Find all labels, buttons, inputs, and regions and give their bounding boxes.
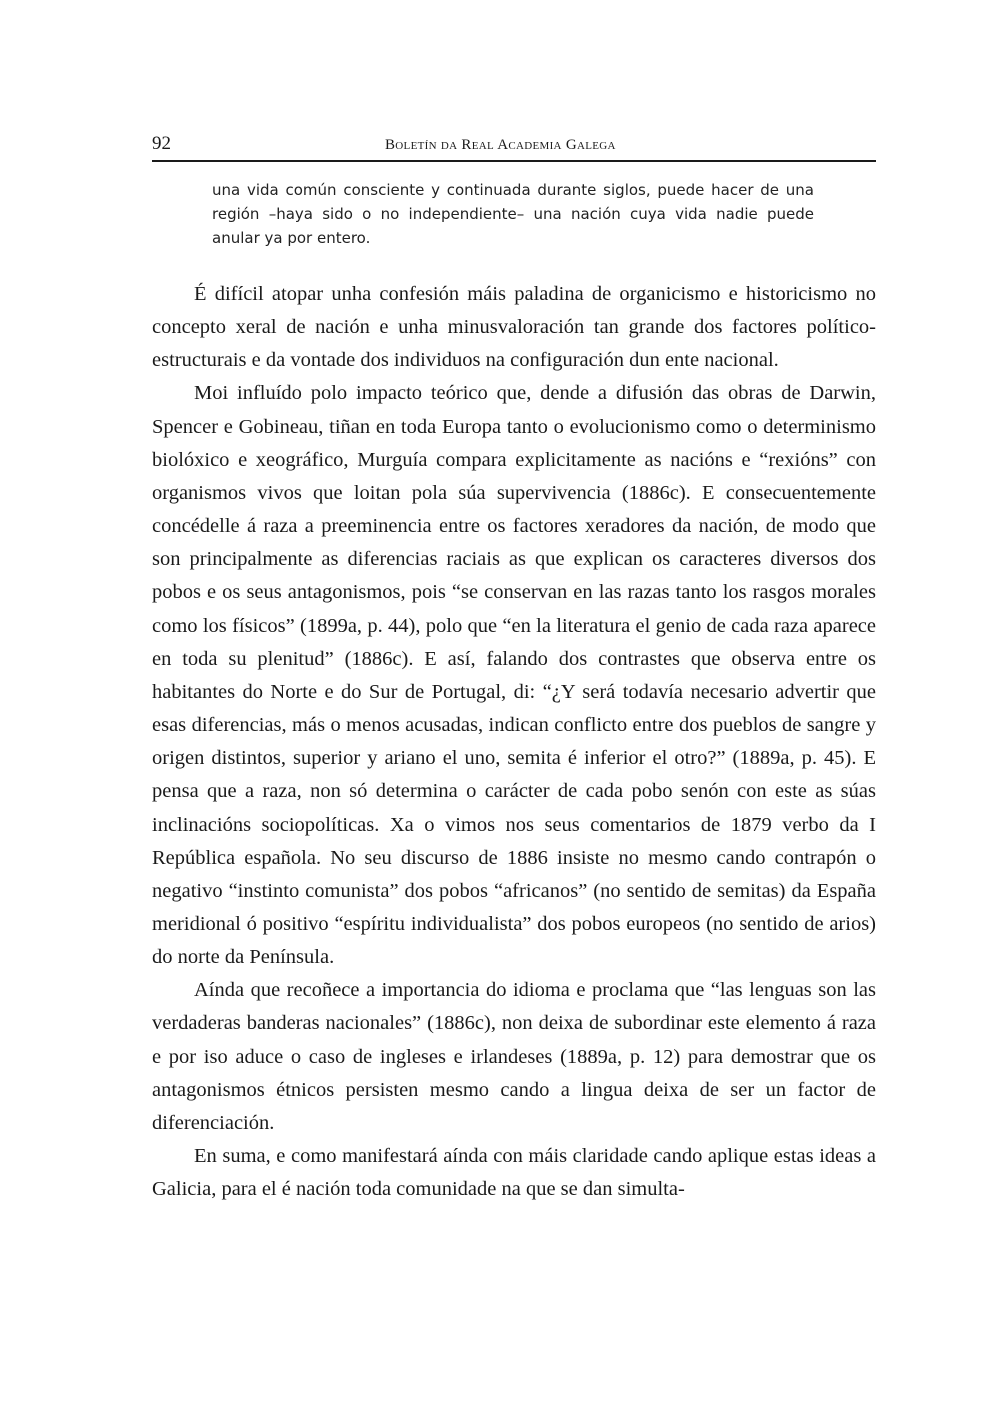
body-text bbox=[152, 278, 876, 1206]
header-rule bbox=[152, 160, 876, 162]
paragraph-2: Moi influído polo impacto teórico que, dende a difusión das obras de Darwin, Spencer e Gobineau, tiñan en toda Europa tanto o evolucionismo como o determinismo biolóxico e xeográfico, Murguía compara explicitamente as nacións e “rexións” con organismos vivos que loitan pola súa supervivencia (1886c). E consecuentemente concédelle á raza a preeminencia entre os factores xeradores da nación, de modo que son principalmente as diferencias raciais as que explican os caracteres diversos dos pobos e os seus antagonismos, pois “se conservan en las razas tanto los rasgos morales como los físicos” (1899a, p. 44), polo que “en la literatura el genio de cada raza aparece en toda su plenitud” (1886c). E así, falando dos contrastes que observa entre os habitantes do Norte e do Sur de Portugal, di: “¿Y será todavía necesario advertir que esas diferencias, más o menos acusadas, indican conflicto entre dos pueblos de sangre y origen distintos, superior y ariano el uno, semita é inferior el otro?” (1889a, p. 45). E pensa que a raza, non só determina o carácter de cada pobo senón con este as súas inclinacións sociopolíticas. Xa o vimos nos seus comentarios de 1879 verbo da I República española. No seu discurso de 1886 insiste no mesmo cando contrapón o negativo “instinto comunista” dos pobos “africanos” (no sentido de semitas) da España meridional ó positivo “espíritu individualista” dos pobos europeos (no sentido de arios) do norte da Península. bbox=[152, 382, 876, 969]
paragraph-3: Aínda que recoñece a importancia do idioma e proclama que “las lenguas son las verdaderas banderas nacionales” (1886c), non deixa de subordinar este elemento á raza e por iso aduce o caso de ingleses e irlandeses (1889a, p. 12) para demostrar que os antagonismos étnicos persisten mesmo cando a lingua deixa de ser un factor de diferenciación. bbox=[152, 979, 876, 1134]
page-number: 92 bbox=[152, 133, 171, 154]
running-title: Boletín da Real Academia Galega bbox=[385, 137, 616, 153]
paragraph-4: En suma, e como manifestará aínda con máis claridade cando aplique estas ideas a Galicia, para el é nación toda comunidade na que se dan simulta- bbox=[152, 1145, 876, 1201]
block-quote: una vida común consciente y continuada durante siglos, puede hacer de una región –haya sido o no independiente– una nación cuya vida nadie puede anular ya por entero. bbox=[212, 181, 814, 247]
paragraph-1: É difícil atopar unha confesión máis paladina de organicismo e historicismo no concepto xeral de nación e unha minusvaloración tan grande dos factores político-estructurais e da vontade dos individuos na configuración dun ente nacional. bbox=[152, 283, 876, 372]
